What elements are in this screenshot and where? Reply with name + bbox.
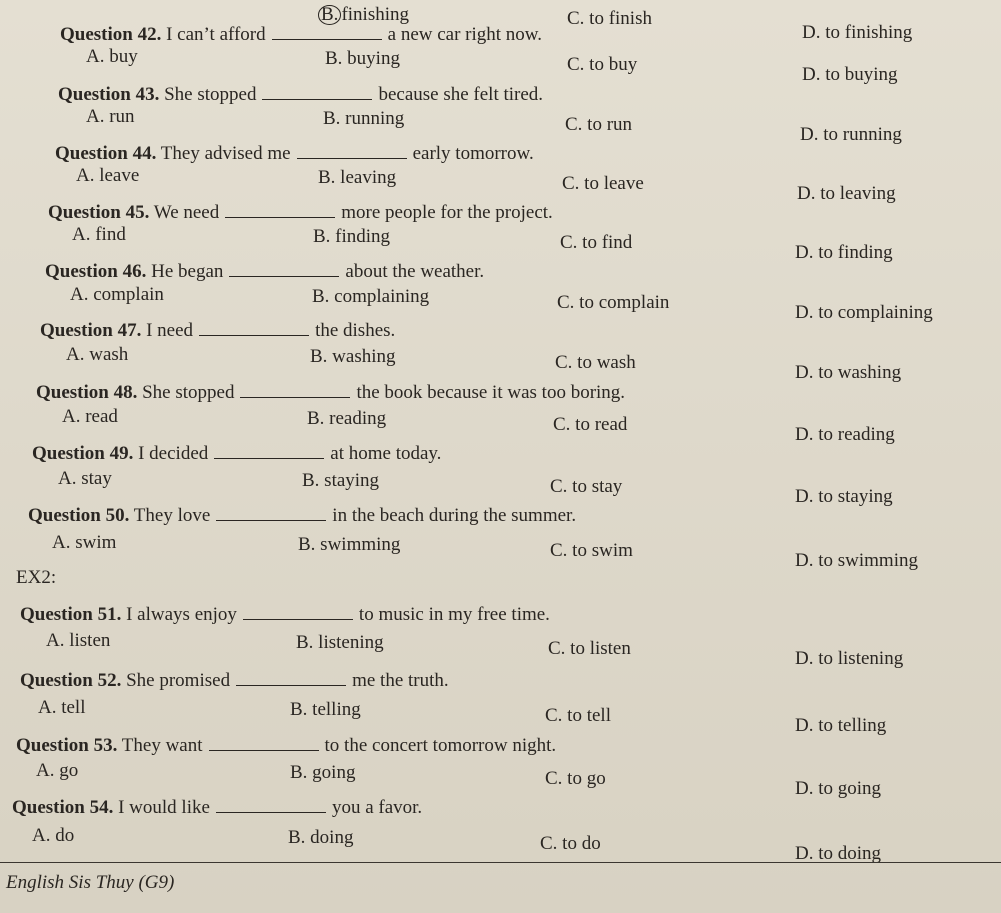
question-text-before: We need [153,202,220,223]
answer-option-d[interactable]: D. to listening [795,648,904,669]
question-text-before: They advised me [160,143,291,164]
question-text-after: me the truth. [352,670,449,691]
question-text-after: more people for the project. [341,202,553,223]
question-line [16,735,556,757]
question-line [36,382,625,404]
exercise-2-heading: EX2: [16,567,57,588]
question-number: Question 48. [36,382,138,403]
question-line [12,797,422,819]
answer-option-d[interactable]: D. to leaving [797,183,896,204]
answer-blank[interactable] [243,605,353,620]
answer-option-a[interactable]: A. read [62,406,118,427]
question-line [45,261,484,283]
answer-option-d[interactable]: D. to swimming [795,550,918,571]
question-text-before: I decided [138,443,209,464]
top-option-b-text: finishing [341,4,409,25]
answer-option-b[interactable]: B. reading [307,408,387,429]
question-number: Question 45. [48,202,150,223]
answer-option-b[interactable]: B. complaining [312,286,430,307]
answer-option-a[interactable]: A. buy [86,46,138,67]
answer-option-c[interactable]: C. to go [545,768,606,789]
question-line [20,604,550,626]
answer-option-c[interactable]: C. to find [560,232,633,253]
answer-blank[interactable] [225,203,335,218]
answer-blank[interactable] [209,736,319,751]
answer-option-c[interactable]: C. to do [540,833,601,854]
question-line [55,143,534,165]
answer-option-d[interactable]: D. to staying [795,486,893,507]
question-text-after: you a favor. [331,797,423,818]
question-line [58,84,543,106]
answer-option-a[interactable]: A. go [36,760,79,781]
question-text-after: about the weather. [345,261,485,282]
answer-option-c[interactable]: C. to listen [548,638,631,659]
answer-blank[interactable] [297,144,407,159]
question-text-after: to music in my free time. [358,604,550,625]
question-line [32,443,441,465]
question-text-after: at home today. [330,443,442,464]
answer-option-a[interactable]: A. leave [76,165,140,186]
answer-option-d[interactable]: D. to doing [795,843,882,864]
answer-blank[interactable] [216,798,326,813]
answer-option-a[interactable]: A. complain [70,284,164,305]
answer-option-c[interactable]: C. to leave [562,173,644,194]
answer-option-c[interactable]: C. to swim [550,540,633,561]
question-number: Question 54. [12,797,114,818]
answer-blank[interactable] [229,262,339,277]
answer-option-c[interactable]: C. to buy [567,54,638,75]
question-number: Question 44. [55,143,157,164]
question-line [20,670,449,692]
question-text-before: She stopped [164,84,257,105]
question-number: Question 52. [20,670,122,691]
answer-option-d[interactable]: D. to finding [795,242,893,263]
answer-option-d[interactable]: D. to going [795,778,882,799]
question-number: Question 42. [60,24,162,45]
answer-option-c[interactable]: C. to tell [545,705,611,726]
answer-option-b[interactable]: B. running [323,108,405,129]
question-text-after: because she felt tired. [378,84,544,105]
question-number: Question 46. [45,261,147,282]
question-text-after: to the concert tomorrow night. [324,735,557,756]
question-number: Question 51. [20,604,122,625]
answer-option-a[interactable]: A. run [86,106,135,127]
answer-option-d[interactable]: D. to buying [802,64,898,85]
question-number: Question 53. [16,735,118,756]
answer-option-d[interactable]: D. to complaining [795,302,933,323]
answer-option-b[interactable]: B. swimming [298,534,401,555]
question-number: Question 43. [58,84,160,105]
top-option-c: C. to finish [567,8,652,29]
answer-option-b[interactable]: B. leaving [318,167,397,188]
question-text-before: They want [121,735,203,756]
footer-divider [0,862,1001,863]
question-text-after: in the beach during the summer. [332,505,577,526]
question-text-before: I can’t afford [166,24,266,45]
answer-option-c[interactable]: C. to wash [555,352,636,373]
question-number: Question 49. [32,443,134,464]
answer-blank[interactable] [240,383,350,398]
answer-option-d[interactable]: D. to reading [795,424,895,445]
top-option-d: D. to finishing [802,22,913,43]
answer-option-c[interactable]: C. to run [565,114,633,135]
footer-credit: English Sis Thuy (G9) [6,872,175,893]
answer-option-b[interactable]: B. going [290,762,356,783]
answer-blank[interactable] [236,671,346,686]
answer-option-b[interactable]: B. buying [325,48,400,69]
question-text-before: He began [151,261,224,282]
question-number: Question 47. [40,320,142,341]
circled-answer-mark: B. [318,5,341,25]
question-text-after: a new car right now. [387,24,543,45]
question-line [40,320,395,342]
answer-option-a[interactable]: A. tell [38,697,86,718]
answer-option-a[interactable]: A. find [72,224,126,245]
answer-option-a[interactable]: A. wash [66,344,129,365]
top-option-b [318,4,409,26]
answer-option-a[interactable]: A. listen [46,630,111,651]
question-text-before: I would like [118,797,210,818]
answer-option-b[interactable]: B. finding [313,226,391,247]
question-text-before: I always enjoy [126,604,237,625]
question-line [28,505,576,527]
question-text-after: early tomorrow. [412,143,534,164]
question-text-before: She promised [126,670,231,691]
answer-option-b[interactable]: B. washing [310,346,396,367]
question-text-before: She stopped [142,382,235,403]
answer-option-b[interactable]: B. telling [290,699,361,720]
answer-option-d[interactable]: D. to running [800,124,902,145]
question-number: Question 50. [28,505,130,526]
question-text-before: I need [146,320,194,341]
answer-blank[interactable] [262,85,372,100]
question-text-before: They love [133,505,211,526]
question-text-after: the dishes. [315,320,396,341]
question-line [48,202,553,224]
answer-option-d[interactable]: D. to telling [795,715,887,736]
answer-blank[interactable] [214,444,324,459]
answer-blank[interactable] [216,506,326,521]
answer-option-a[interactable]: A. stay [58,468,112,489]
answer-option-c[interactable]: C. to stay [550,476,623,497]
question-text-after: the book because it was too boring. [356,382,626,403]
answer-option-b[interactable]: B. listening [296,632,384,653]
answer-option-b[interactable]: B. doing [288,827,354,848]
answer-option-b[interactable]: B. staying [302,470,380,491]
answer-option-a[interactable]: A. swim [52,532,117,553]
answer-option-c[interactable]: C. to complain [557,292,670,313]
answer-option-a[interactable]: A. do [32,825,75,846]
answer-option-d[interactable]: D. to washing [795,362,902,383]
answer-blank[interactable] [199,321,309,336]
question-line [60,24,542,46]
answer-blank[interactable] [272,25,382,40]
answer-option-c[interactable]: C. to read [553,414,628,435]
